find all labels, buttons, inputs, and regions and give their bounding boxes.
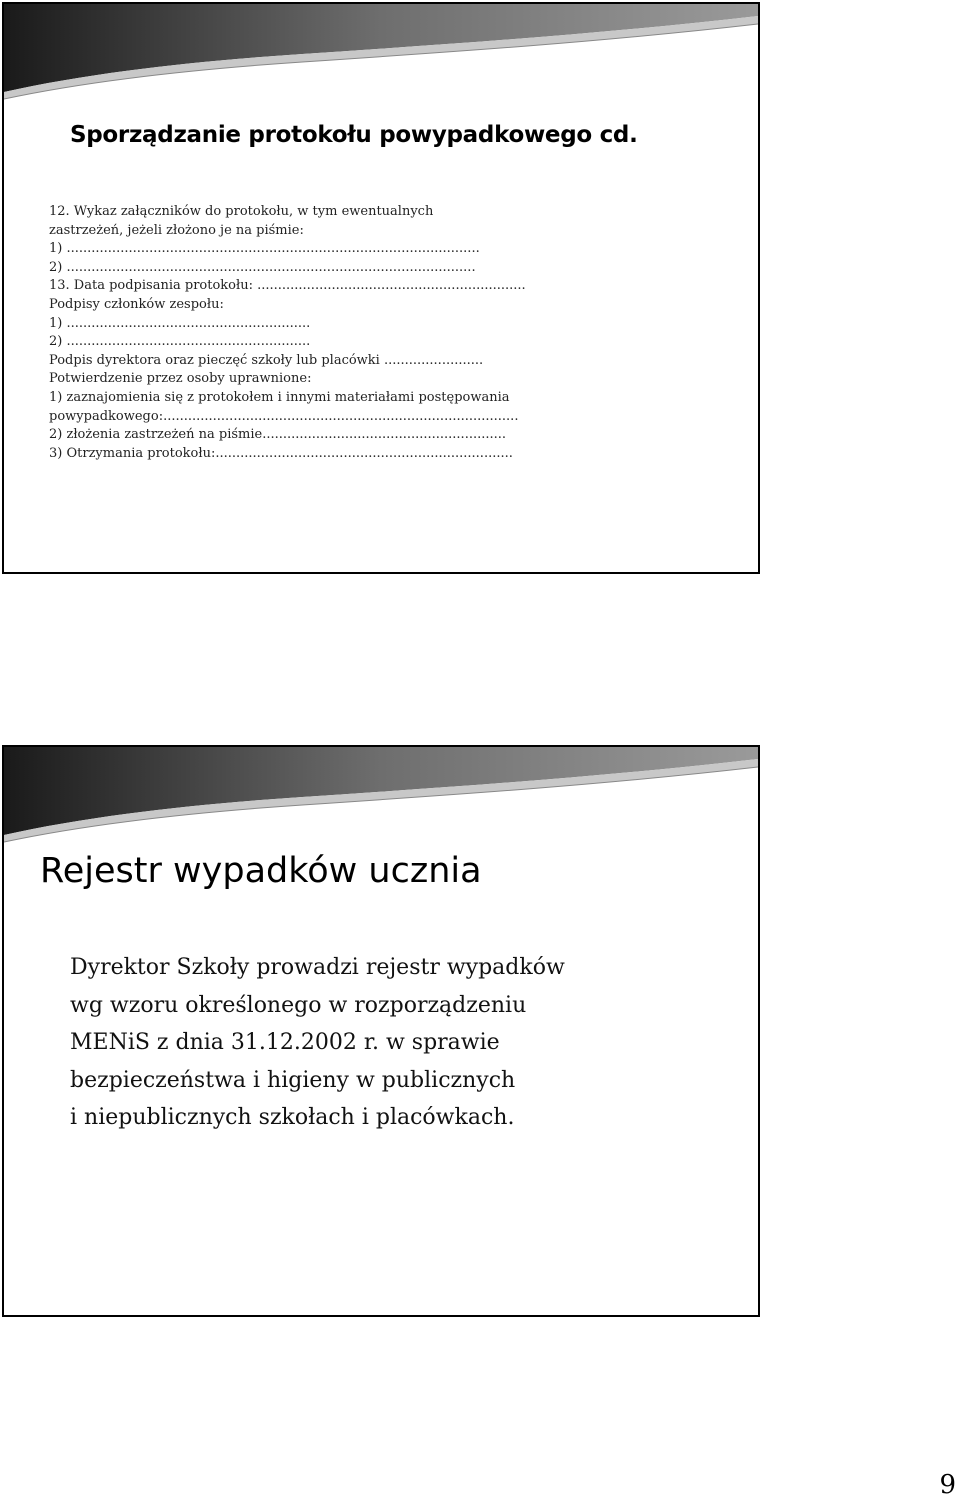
list-item: Potwierdzenie przez osoby uprawnione: [49, 371, 312, 387]
list-item: 1) .................................................................................................... [49, 241, 480, 257]
list-item: 2) ................................................................................................... [49, 259, 476, 275]
slide-protocol-continued [2, 2, 760, 574]
body-line: i niepublicznych szkołach i placówkach. [70, 1105, 515, 1130]
list-item: Podpis dyrektora oraz pieczęć szkoły lub placówki ........................ [49, 352, 484, 368]
list-item: 2) złożenia zastrzeżeń na piśmie........................................................... [49, 427, 507, 443]
slide-accident-register [2, 745, 760, 1317]
list-item: 12. Wykaz załączników do protokołu, w tym ewentualnych [49, 204, 434, 219]
list-item: 2) ........................................................... [49, 334, 311, 350]
slide-header-wave-decoration [4, 747, 758, 847]
slide-body-text [70, 949, 730, 1137]
page-number: 9 [939, 1470, 956, 1500]
slide-title: Rejestr wypadków ucznia [40, 851, 482, 891]
protocol-items-list [49, 203, 629, 463]
body-line: wg wzoru określonego w rozporządzeniu [70, 992, 527, 1018]
slide-title: Sporządzanie protokołu powypadkowego cd. [70, 122, 638, 148]
body-line: Dyrektor Szkoły prowadzi rejestr wypadków [70, 955, 565, 980]
list-item: powypadkowego:...................................................................................... [49, 408, 519, 424]
body-line: MENiS z dnia 31.12.2002 r. w sprawie [70, 1030, 500, 1055]
body-line: bezpieczeństwa i higieny w publicznych [70, 1067, 516, 1093]
list-item: 13. Data podpisania protokołu: ................................................................. [49, 278, 526, 294]
list-item: 1) ........................................................... [49, 315, 311, 331]
list-item: Podpisy członków zespołu: [49, 296, 224, 312]
list-item: 1) zaznajomienia się z protokołem i innymi materiałami postępowania [49, 389, 510, 405]
list-item: zastrzeżeń, jeżeli złożono je na piśmie: [49, 222, 304, 238]
slide-header-wave-decoration [4, 4, 758, 104]
list-item: 3) Otrzymania protokołu:........................................................................ [49, 445, 513, 461]
